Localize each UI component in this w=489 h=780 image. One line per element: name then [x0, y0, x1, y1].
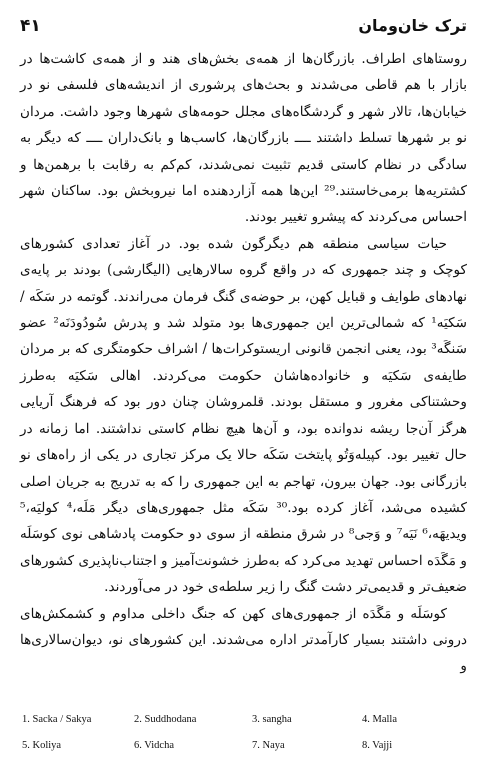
body-text	[20, 46, 467, 680]
paragraph: حیات سیاسی منطقه هم دیگرگون شده بود. در آغاز تعدادی کشورهای کوچک و چند جمهوری که در واقع گروه سالارهایی (الیگارشی) بودند بر پایه‌ی نهادهای طوایف و قبایل کهن، بر حوضه‌ی گنگ فرمان می‌راندند. گوتمه در سَکَه / سَکیَه¹ که شمالی‌ترین این جمهوری‌ها بود متولد شد و پدرش سُودُودَنَه² عضو سَنگَه³ بود، یعنی انجمن قانونی اریستوکرات‌ها / اشراف حکومتگری که بر مردان طایفه‌ی سَکیَه و خانواده‌هاشان حکومت می‌کردند. اهالی سَکیَه به‌طرز وحشتناکی مغرور و مستقل بودند. قلمروشان چنان دور بود که فرهنگ آریایی هرگز آن‌جا ریشه ندوانده بود، و آن‌ها هیچ نظام کاستی نداشتند. اما زمانه در حال تغییر بود. کپیله‌وَتُو پایتخت سَکَه حالا یک مرکز تجاری در یکی از راه‌های نو بازرگانی بود. جهان بیرون، تهاجم به این جمهوری را که به تدریج به جریان اصلی کشیده می‌شد، آغاز کرده بود.³⁰ سَکَه مثل جمهوری‌های دیگر مَلَه،⁴ کولیَه،⁵ ویدیهَه،⁶ نَیَه⁷ و وَجی⁸ در شرق منطقه از سوی دو حکومت پادشاهی نوی کوسَلَه و مَگَدَه احساس تهدید می‌کرد که به‌طرز خشونت‌آمیز و اجتناب‌ناپذیری کشورهای ضعیف‌تر و قدیمی‌تر دشت گنگ را زیر سلطه‌ی خود در می‌آوردند.	[20, 235, 468, 596]
footnote: 2. Suddhodana	[134, 713, 197, 725]
page-number: ۴۱	[20, 16, 41, 36]
footnote-row	[22, 732, 462, 758]
footnote: 3. sangha	[252, 713, 292, 725]
paragraph: روستاهای اطراف. بازرگان‌ها از همه‌ی بخش‌های هند و از همه‌ی کاشت‌ها در بازار با هم قاطی می‌شدند و بحث‌های پرشوری از اندیشه‌های فلسفی نو در خیابان‌ها، تالار شهر و گردشگاه‌های مجلل حومه‌های شهرها وجود داشت. مردان نو بر شهرها تسلط داشتند ــــ بازرگان‌ها، کاسب‌ها و بانک‌داران ــــ که دیگر به سادگی در نظام کاستی قدیم تثبیت نمی‌شدند، کم‌کم به رقابت با برهمن‌ها و کشتریه‌ها برمی‌خاستند.²⁹ این‌ها همه آزاردهنده اما نیروبخش بود. ساکنان شهر احساس می‌کردند که پیشرو تغییر بودند.	[20, 51, 467, 226]
page-header	[20, 14, 467, 40]
footnote: 1. Sa‌cka / Sakya	[22, 713, 92, 725]
footnote: 8. Vajji	[362, 739, 393, 751]
footnote: 4. Malla	[362, 713, 397, 725]
footnote: 6. Vidcha	[134, 739, 175, 751]
footnote-row	[22, 706, 462, 732]
footnote: 7. Naya	[252, 739, 285, 751]
paragraph: کوسَلَه و مَگَدَه از جمهوری‌های کهن که جنگ داخلی مداوم و کشمکش‌های درونی داشتند بسیار کارآمدتر اداره می‌شدند. این کشورهای نو، دیوان‌سالاری‌ها و	[20, 605, 467, 675]
footnotes	[22, 706, 462, 758]
footnote: 5. K‌oliya	[22, 739, 62, 751]
running-title: ترک خان‌ومان	[358, 16, 467, 35]
